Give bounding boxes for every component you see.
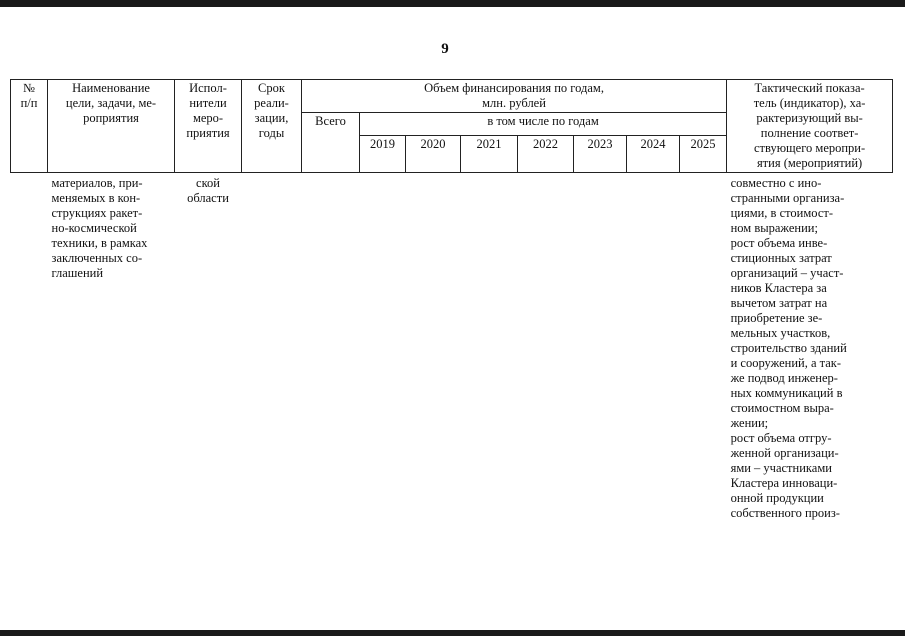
cell-2025 bbox=[680, 173, 727, 525]
header-year-2019: 2019 bbox=[360, 136, 406, 173]
header-year-2022: 2022 bbox=[518, 136, 574, 173]
cell-number bbox=[11, 173, 48, 525]
cell-2020 bbox=[406, 173, 461, 525]
bottom-border-rule bbox=[0, 630, 905, 636]
header-year-2021: 2021 bbox=[461, 136, 518, 173]
cell-2019 bbox=[360, 173, 406, 525]
cell-total bbox=[302, 173, 360, 525]
header-year-2025: 2025 bbox=[680, 136, 727, 173]
cell-term bbox=[242, 173, 302, 525]
table-row bbox=[11, 173, 893, 525]
cell-2022 bbox=[518, 173, 574, 525]
cell-name: материалов, при- меняемых в кон- струкциях ракет- но-космической техники, в рамках заключенных со- глашений bbox=[51, 176, 148, 280]
header-financing: Объем финансирования по годам, млн. рублей bbox=[302, 80, 727, 113]
cell-2021 bbox=[461, 173, 518, 525]
cell-executors: ской области bbox=[187, 176, 229, 205]
header-name: Наименование цели, задачи, ме- роприятия bbox=[48, 80, 175, 173]
header-by-years: в том числе по годам bbox=[360, 113, 727, 136]
cell-2023 bbox=[574, 173, 627, 525]
header-year-2023: 2023 bbox=[574, 136, 627, 173]
header-total: Всего bbox=[302, 113, 360, 173]
cell-indicator: совместно с ино- странными организа- циями, в стоимост- ном выражении; рост объема инве- стиционных затрат организаций – участ- ников Кластера за вычетом затрат на приобретение зе- мельных участков, строительство зданий и сооружений, а так- же подвод инженер- ных коммуникаций в стоимостном выра- жении; рост объема отгру- женной организаци- ями – участниками Кластера инноваци- онной продукции собственного произ- bbox=[730, 176, 847, 520]
page-number: 9 bbox=[441, 41, 449, 57]
header-year-2024: 2024 bbox=[627, 136, 680, 173]
cell-2024 bbox=[627, 173, 680, 525]
header-indicator: Тактический показа- тель (индикатор), ха- рактеризующий вы- полнение соответ- ствующего меропри- ятия (мероприятий) bbox=[727, 80, 893, 173]
header-executors: Испол- нители меро- приятия bbox=[175, 80, 242, 173]
header-term: Срок реали- зации, годы bbox=[242, 80, 302, 173]
header-year-2020: 2020 bbox=[406, 136, 461, 173]
top-border-rule bbox=[0, 0, 905, 7]
header-number: № п/п bbox=[11, 80, 48, 173]
financing-plan-table bbox=[10, 79, 893, 524]
